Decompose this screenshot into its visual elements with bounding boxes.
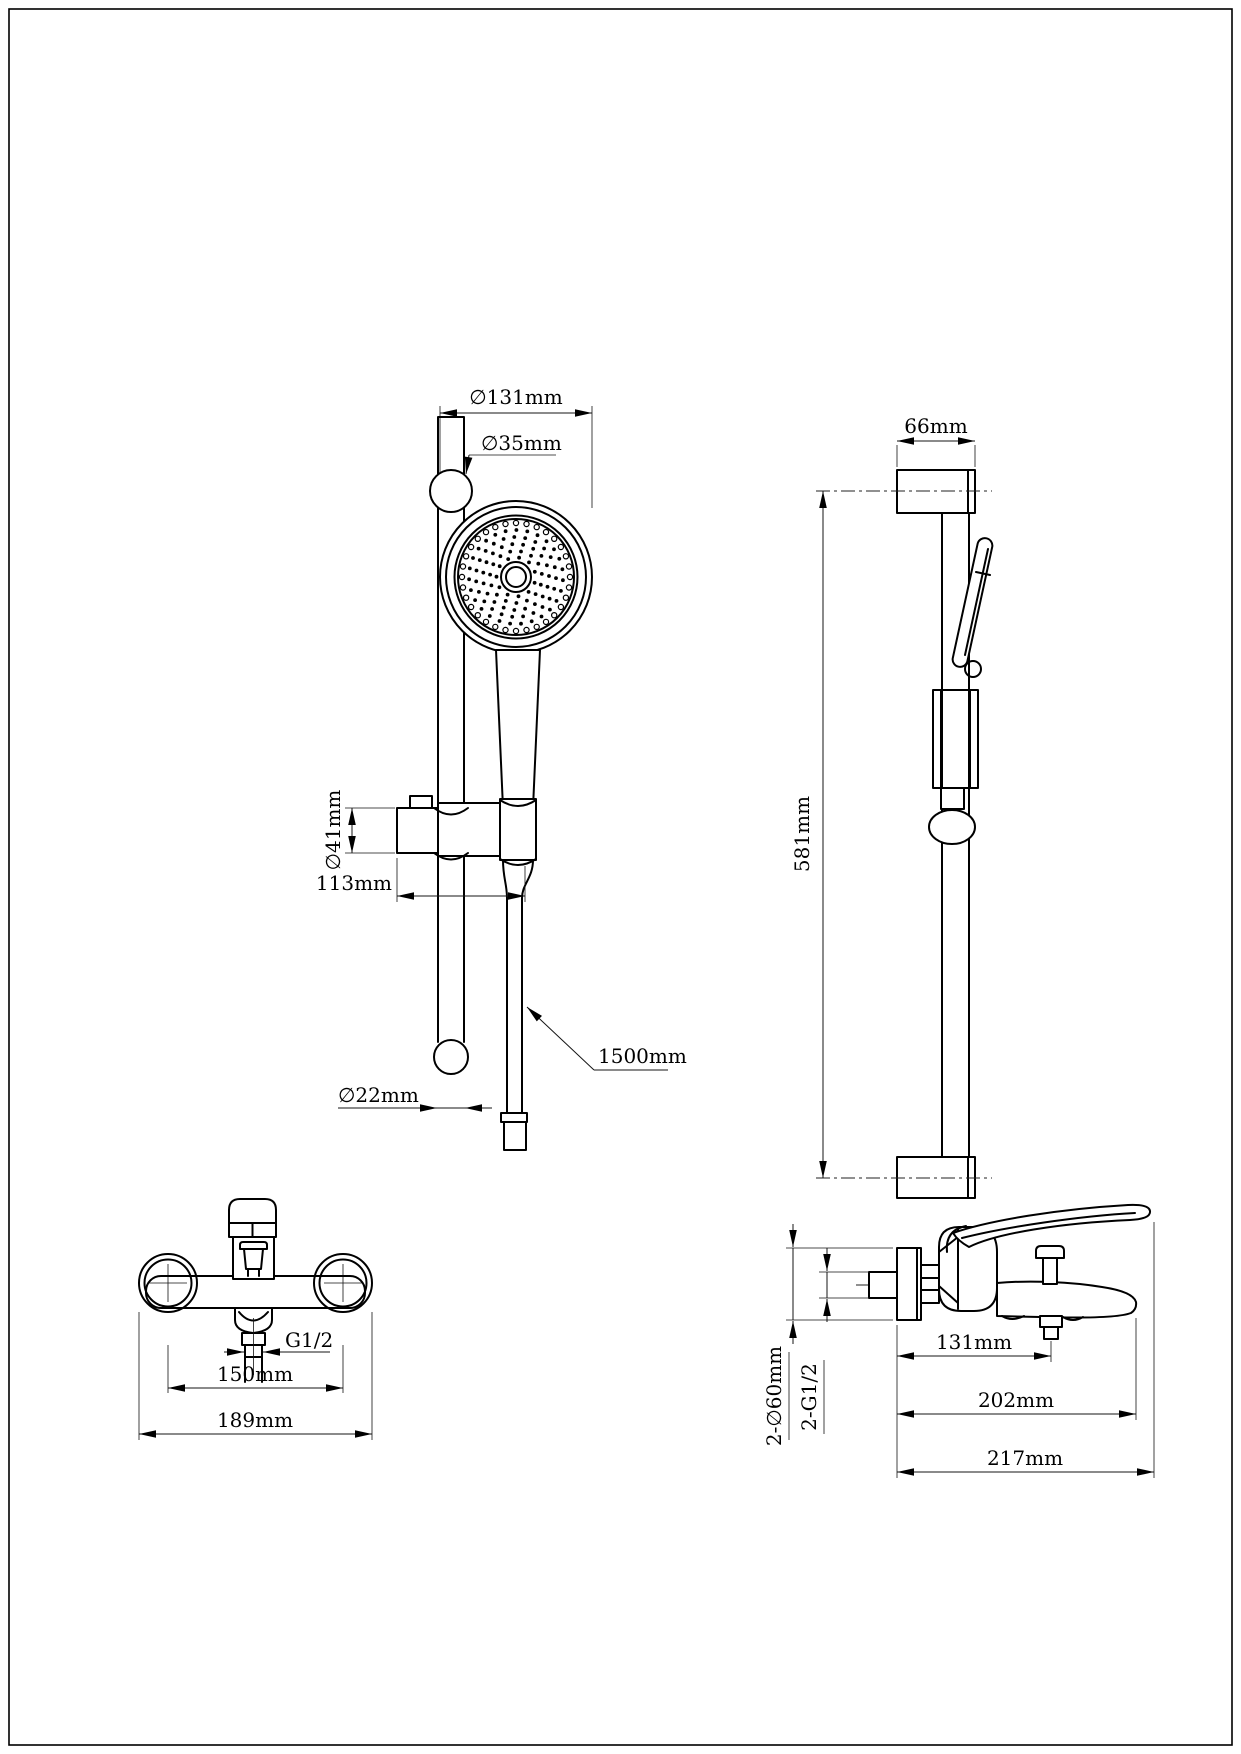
dim-inlet-thread xyxy=(797,1248,869,1434)
dim-head-diameter-label: ∅131mm xyxy=(469,385,563,409)
tub-spout-side xyxy=(997,1246,1136,1339)
dim-inlet-thread-label: 2-G1/2 xyxy=(797,1363,821,1431)
dim-rail-diameter xyxy=(338,1083,492,1108)
dim-rail-length-label: 581mm xyxy=(790,795,814,873)
bottom-wall-knob xyxy=(434,1040,468,1074)
sheet-border xyxy=(9,9,1232,1745)
hand-shower-head xyxy=(440,501,592,653)
dim-bracket-depth xyxy=(897,414,975,467)
dim-holder-offset-label: 113mm xyxy=(315,871,392,895)
hand-shower-handle xyxy=(496,650,540,808)
dim-outlet-thread-label: G1/2 xyxy=(285,1328,334,1352)
dim-top-knob-diameter xyxy=(466,431,562,474)
dim-hose-outlet-offset-label: 131mm xyxy=(935,1330,1013,1354)
dim-inlet-spacing-label: 150mm xyxy=(216,1362,294,1386)
top-bracket-side xyxy=(816,470,992,513)
dim-holder-diameter-label: ∅41mm xyxy=(321,789,345,871)
dim-hose-outlet-offset xyxy=(897,1330,1051,1362)
bottom-bracket-side xyxy=(816,1157,992,1198)
hose-outlet xyxy=(1040,1316,1062,1327)
hand-shower-side xyxy=(953,538,993,677)
view-side-shower-rail xyxy=(790,414,992,1198)
dim-spout-reach xyxy=(897,1318,1136,1420)
dim-overall-width-label: 189mm xyxy=(216,1408,294,1432)
dim-top-knob-label: ∅35mm xyxy=(481,431,562,455)
view-front-mixer xyxy=(139,1199,372,1440)
shower-hose xyxy=(501,860,533,1150)
dim-holder-offset xyxy=(316,858,525,902)
view-front-shower-set xyxy=(316,385,687,1150)
dim-rail-length xyxy=(790,491,823,1178)
mixer-handle-front xyxy=(229,1199,276,1237)
diverter-knob xyxy=(1036,1246,1064,1258)
dim-hose-length-label: 1500mm xyxy=(598,1044,687,1068)
dim-outlet-thread xyxy=(224,1328,333,1352)
dim-hose-length xyxy=(527,1007,687,1070)
dim-overall-depth-label: 217mm xyxy=(986,1446,1064,1470)
slider-holder-side xyxy=(929,690,978,844)
dim-bracket-depth-label: 66mm xyxy=(904,414,968,438)
dim-flange-diameter-label: 2-∅60mm xyxy=(762,1345,786,1447)
wall-flange-side xyxy=(897,1248,921,1320)
dim-rail-diameter-label: ∅22mm xyxy=(338,1083,419,1107)
slider-bracket xyxy=(397,796,536,865)
dim-spout-reach-label: 202mm xyxy=(977,1388,1055,1412)
hex-nut xyxy=(921,1265,939,1303)
top-wall-knob xyxy=(430,470,472,512)
mixer-cartridge-front xyxy=(233,1237,274,1279)
view-side-mixer xyxy=(762,1205,1154,1478)
dim-holder-diameter xyxy=(321,790,395,871)
